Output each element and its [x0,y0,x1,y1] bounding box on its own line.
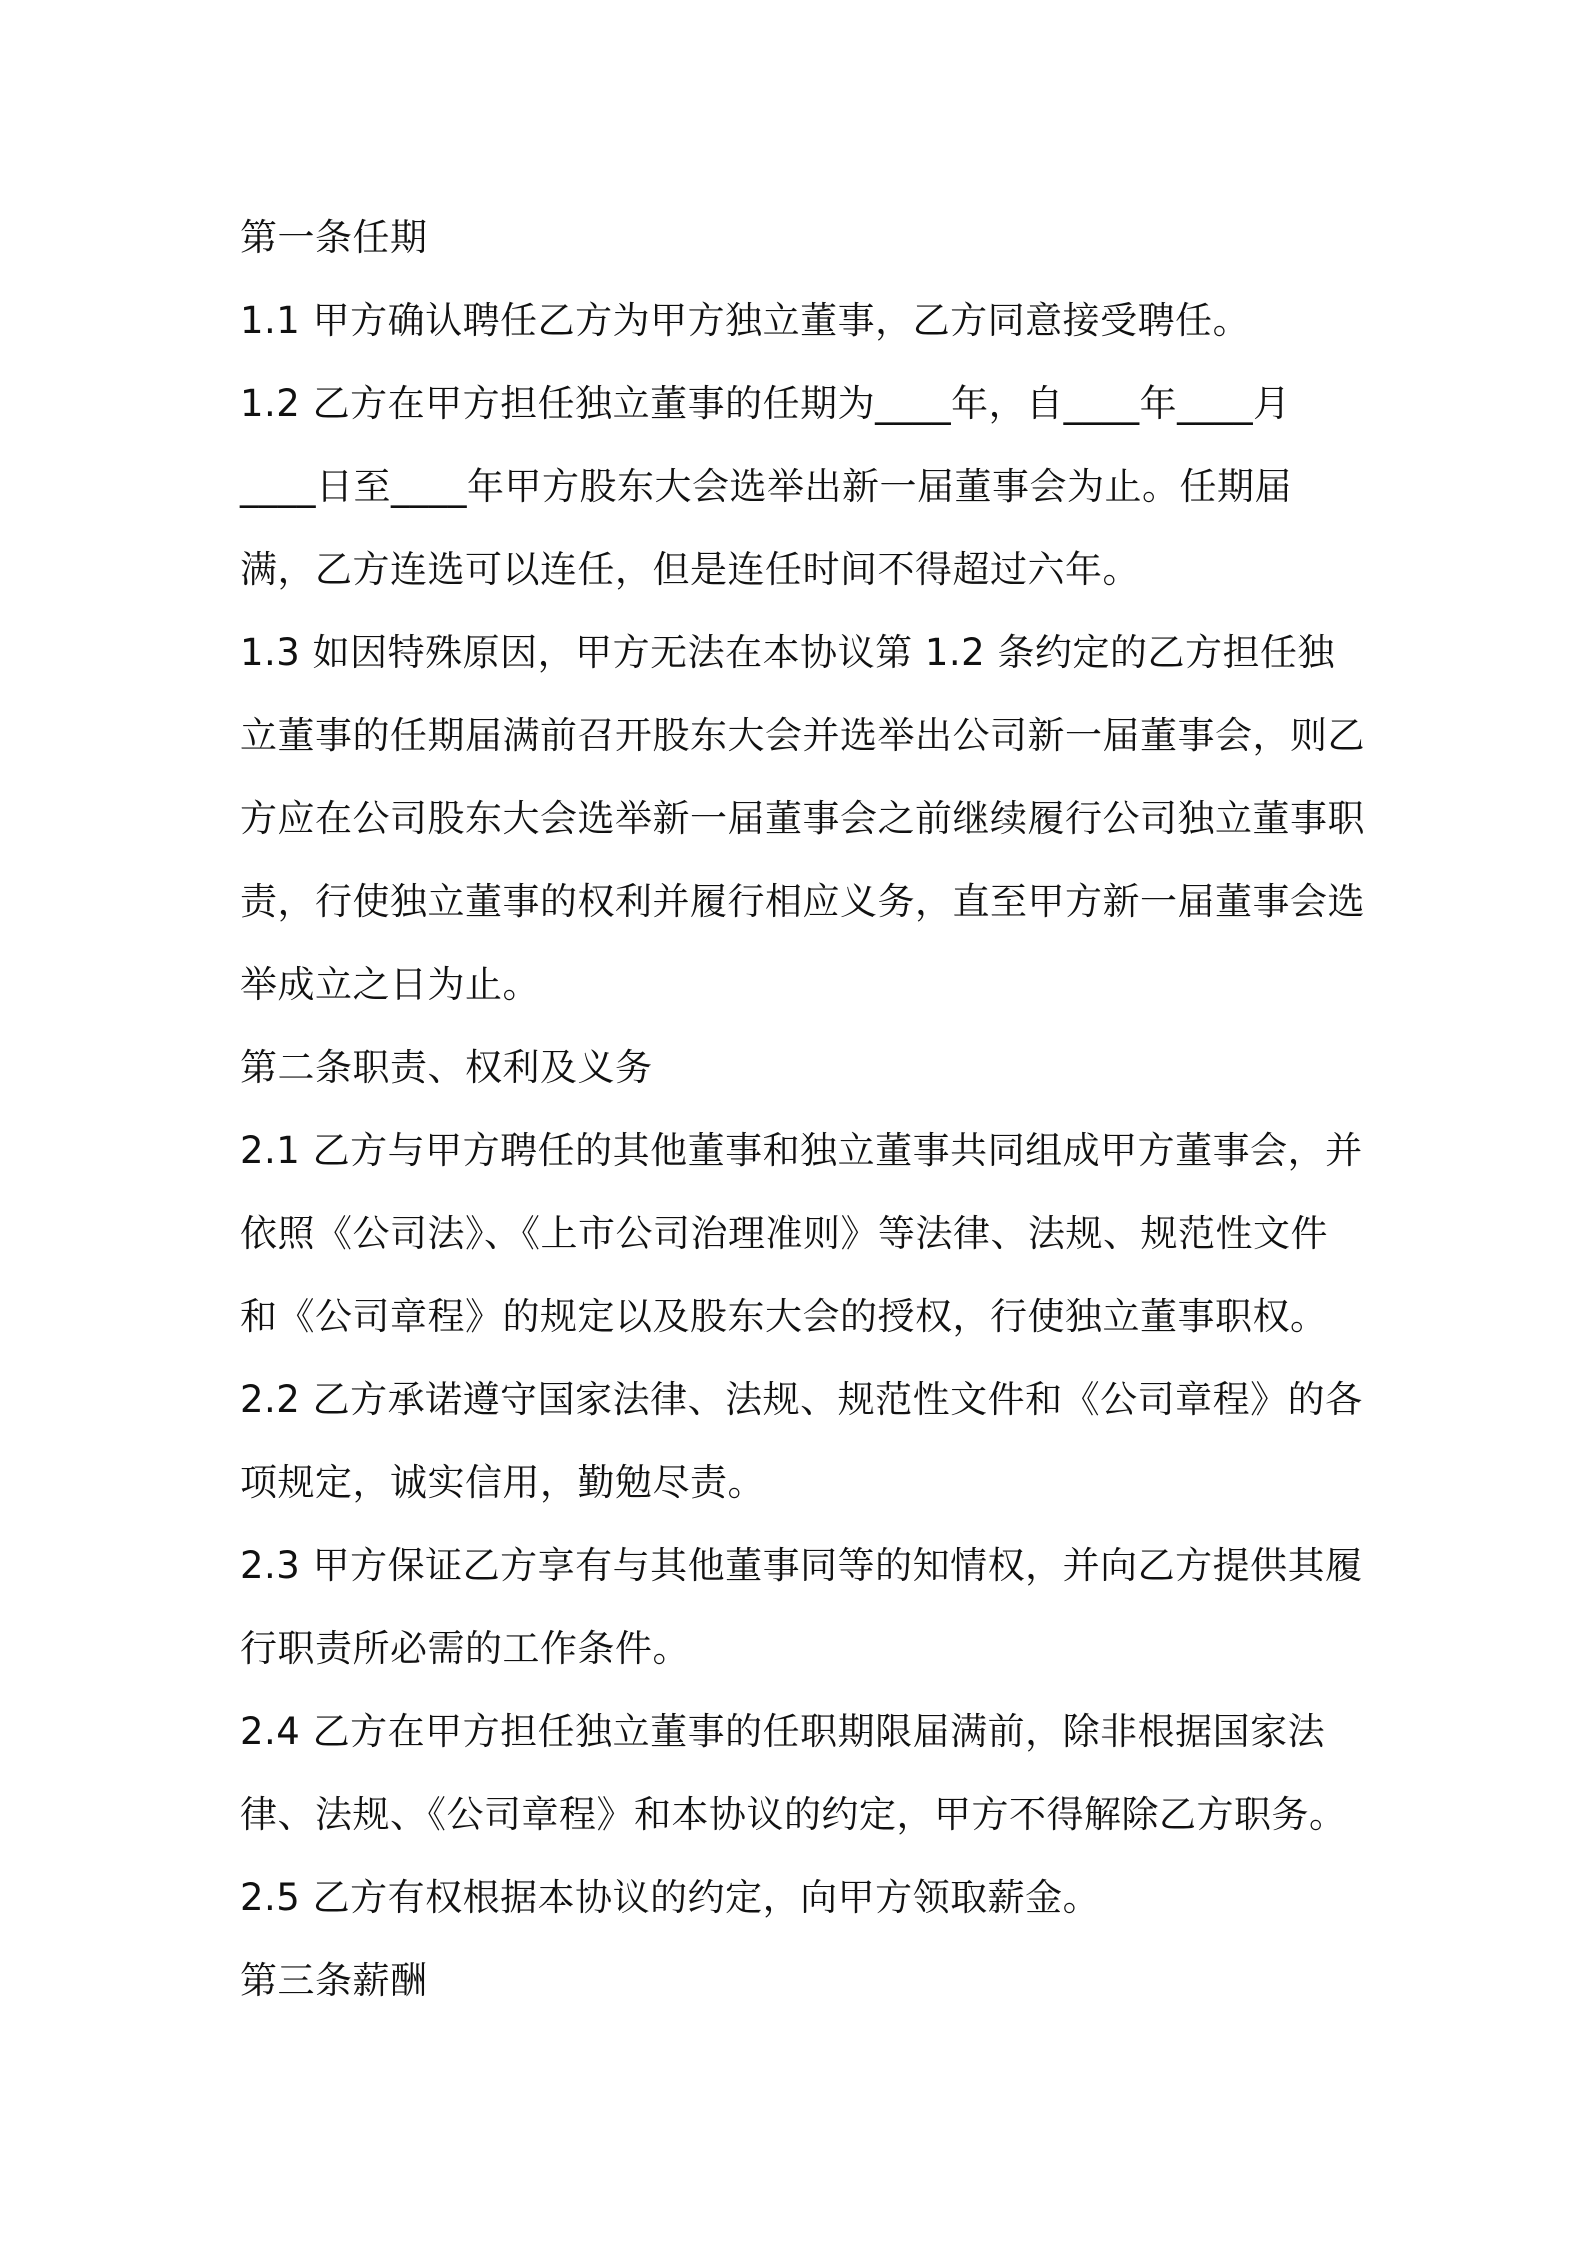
clause-1-1: 1.1 甲方确认聘任乙方为甲方独立董事，乙方同意接受聘任。 [240,299,1251,342]
document-page [240,196,1365,2022]
clause-2-5: 2.5 乙方有权根据本协议的约定，向甲方领取薪金。 [240,1876,1101,1919]
clause-1-2: 1.2 乙方在甲方担任独立董事的任期为____年，自____年____月____日至____年甲方股东大会选举出新一届董事会为止。任期届满，乙方连选可以连任，但是连任时间不得超过六年。 [240,382,1292,591]
section-heading-compensation: 第三条薪酬 [240,1959,428,2002]
section-heading-term: 第一条任期 [240,216,428,259]
clause-2-4: 2.4 乙方在甲方担任独立董事的任职期限届满前，除非根据国家法律、法规、《公司章程》和本协议的约定，甲方不得解除乙方职务。 [240,1710,1347,1836]
clause-2-3: 2.3 甲方保证乙方享有与其他董事同等的知情权，并向乙方提供其履行职责所必需的工作条件。 [240,1544,1363,1670]
clause-2-2: 2.2 乙方承诺遵守国家法律、法规、规范性文件和《公司章程》的各项规定，诚实信用，勤勉尽责。 [240,1378,1363,1504]
section-heading-duties: 第二条职责、权利及义务 [240,1046,653,1089]
clause-1-3: 1.3 如因特殊原因，甲方无法在本协议第 1.2 条约定的乙方担任独立董事的任期届满前召开股东大会并选举出公司新一届董事会，则乙方应在公司股东大会选举新一届董事会之前继续履行公司独立董事职责，行使独立董事的权利并履行相应义务，直至甲方新一届董事会选举成立之日为止。 [240,631,1365,1006]
clause-2-1: 2.1 乙方与甲方聘任的其他董事和独立董事共同组成甲方董事会，并依照《公司法》、《上市公司治理准则》等法律、法规、规范性文件和《公司章程》的规定以及股东大会的授权，行使独立董事职权。 [240,1129,1363,1338]
